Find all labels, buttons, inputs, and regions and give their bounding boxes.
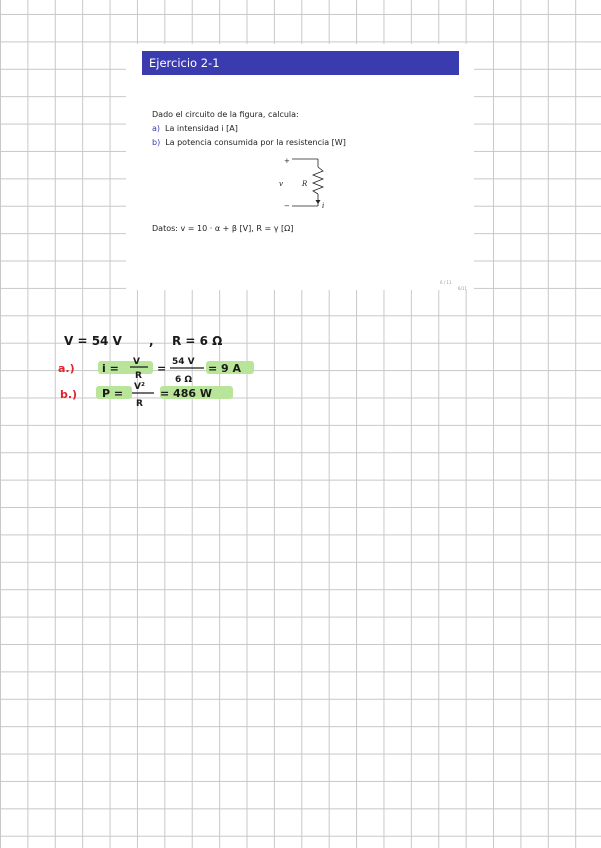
current-label: i: [322, 202, 325, 210]
question-b-label: b): [152, 138, 161, 147]
slide-intro: Dado el circuito de la figura, calcula:: [152, 110, 299, 119]
note-a-den2: 6 Ω: [175, 375, 193, 385]
note-b-den: R: [136, 399, 143, 409]
note-a-result: = 9 A: [208, 362, 242, 375]
note-a-label: a.): [58, 362, 75, 375]
note-b-result: = 486 W: [160, 387, 212, 400]
question-a-label: a): [152, 124, 161, 133]
slide-title: Ejercicio 2-1: [142, 51, 459, 75]
note-separator: ,: [149, 334, 154, 348]
note-b-label: b.): [60, 388, 78, 401]
voltage-label: v: [279, 180, 283, 188]
note-voltage-value: V = 54 V: [64, 334, 122, 348]
note-b-num: V²: [134, 382, 145, 392]
slide-page-number-small: 6/11: [458, 286, 467, 291]
note-a-num1: V: [133, 357, 140, 367]
question-b-text: La potencia consumida por la resistencia [W]: [165, 138, 346, 147]
plus-sign: +: [284, 157, 290, 165]
note-a-lhs: i =: [102, 362, 119, 375]
note-a-num2: 54 V: [172, 357, 195, 367]
resistance-label: R: [302, 180, 308, 188]
note-a-den1: R: [135, 371, 142, 381]
question-a-text: La intensidad i [A]: [165, 124, 238, 133]
note-a-eq: =: [157, 362, 167, 375]
minus-sign: −: [284, 202, 290, 210]
note-resistance-value: R = 6 Ω: [172, 334, 223, 348]
slide-page-number: 6 / 11: [440, 280, 452, 285]
note-b-lhs: P =: [102, 387, 124, 400]
slide-datos: Datos: v = 10 · α + β [V], R = γ [Ω]: [152, 224, 294, 233]
